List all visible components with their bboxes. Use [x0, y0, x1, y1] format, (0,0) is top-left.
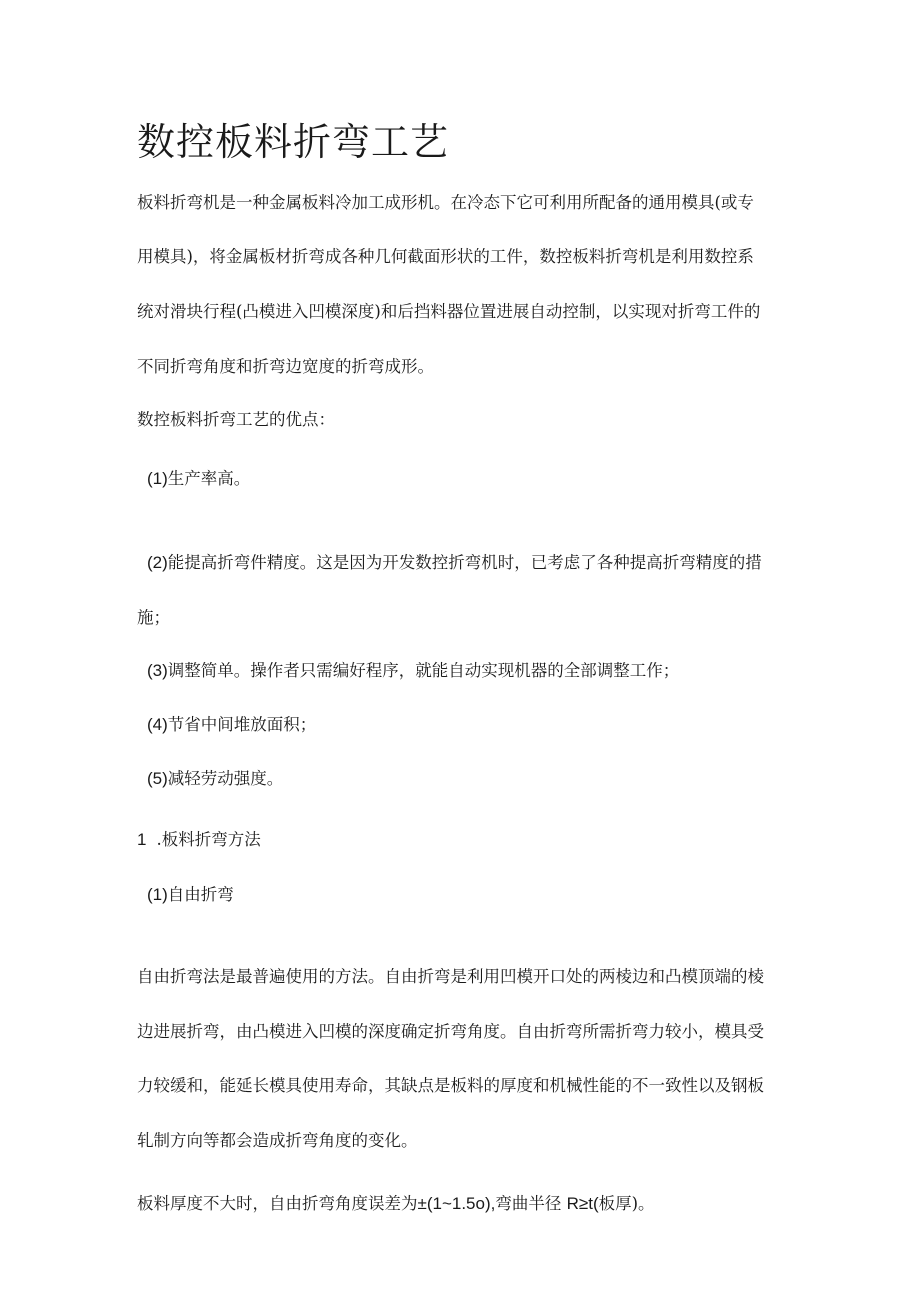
- intro-line-2: 用模具)，将金属板材折弯成各种几何截面形状的工件，数控板料折弯机是利用数控系: [137, 247, 754, 266]
- tolerance-suffix: 板厚)。: [598, 1194, 655, 1213]
- advantage-text: 生产率高。: [167, 469, 251, 488]
- tolerance-middle: 弯曲半径: [495, 1194, 567, 1213]
- intro-line-3: 统对滑块行程(凸模进入凹模深度)和后挡料器位置进展自动控制，以实现对折弯工件的: [137, 302, 761, 321]
- free-bend-line-3: 力较缓和，能延长模具使用寿命，其缺点是板料的厚度和机械性能的不一致性以及钢板: [137, 1076, 764, 1095]
- intro-line-4: 不同折弯角度和折弯边宽度的折弯成形。: [137, 357, 434, 376]
- tolerance-prefix: 板料厚度不大时，自由折弯角度误差为: [137, 1194, 418, 1213]
- advantage-item-5: [147, 768, 283, 790]
- advantage-text: 调整简单。操作者只需编好程序，就能自动实现机器的全部调整工作；: [167, 661, 680, 680]
- tolerance-line: [137, 1193, 655, 1215]
- subsection-number: (1): [147, 885, 168, 904]
- free-bend-line-1: 自由折弯法是最普遍使用的方法。自由折弯是利用凹模开口处的两棱边和凸模顶端的棱: [137, 967, 764, 986]
- advantage-text: 能提高折弯件精度。这是因为开发数控折弯机时，已考虑了各种提高折弯精度的措: [167, 553, 762, 572]
- advantage-number: (4): [147, 715, 168, 734]
- tolerance-value: ±(1~1.5o),: [417, 1194, 496, 1213]
- section-heading: [137, 829, 261, 851]
- free-bend-line-4: 轧制方向等都会造成折弯角度的变化。: [137, 1131, 418, 1150]
- subsection-heading: [147, 884, 234, 906]
- advantage-text: 减轻劳动强度。: [167, 769, 284, 788]
- subsection-title: 自由折弯: [167, 885, 234, 904]
- section-title: .板料折弯方法: [156, 830, 261, 849]
- advantage-number: (1): [147, 469, 168, 488]
- advantage-item-4: [147, 714, 316, 736]
- advantages-heading: 数控板料折弯工艺的优点：: [137, 410, 335, 429]
- section-number: 1: [137, 830, 147, 849]
- advantage-number: (5): [147, 769, 168, 788]
- advantage-number: (3): [147, 661, 168, 680]
- advantage-item-1: [147, 468, 250, 490]
- intro-line-1: 板料折弯机是一种金属板料冷加工成形机。在冷态下它可利用所配备的通用模具(或专: [137, 193, 754, 212]
- advantage-text: 节省中间堆放面积；: [167, 715, 317, 734]
- free-bend-line-2: 边进展折弯，由凸模进入凹模的深度确定折弯角度。自由折弯所需折弯力较小，模具受: [137, 1022, 764, 1041]
- advantage-item-2-continued: 施；: [137, 608, 170, 627]
- advantage-item-2: [147, 552, 762, 574]
- advantage-item-3: [147, 660, 679, 682]
- page-title: 数控板料折弯工艺: [137, 120, 450, 164]
- advantage-number: (2): [147, 553, 168, 572]
- radius-formula: R≥t(: [566, 1194, 599, 1213]
